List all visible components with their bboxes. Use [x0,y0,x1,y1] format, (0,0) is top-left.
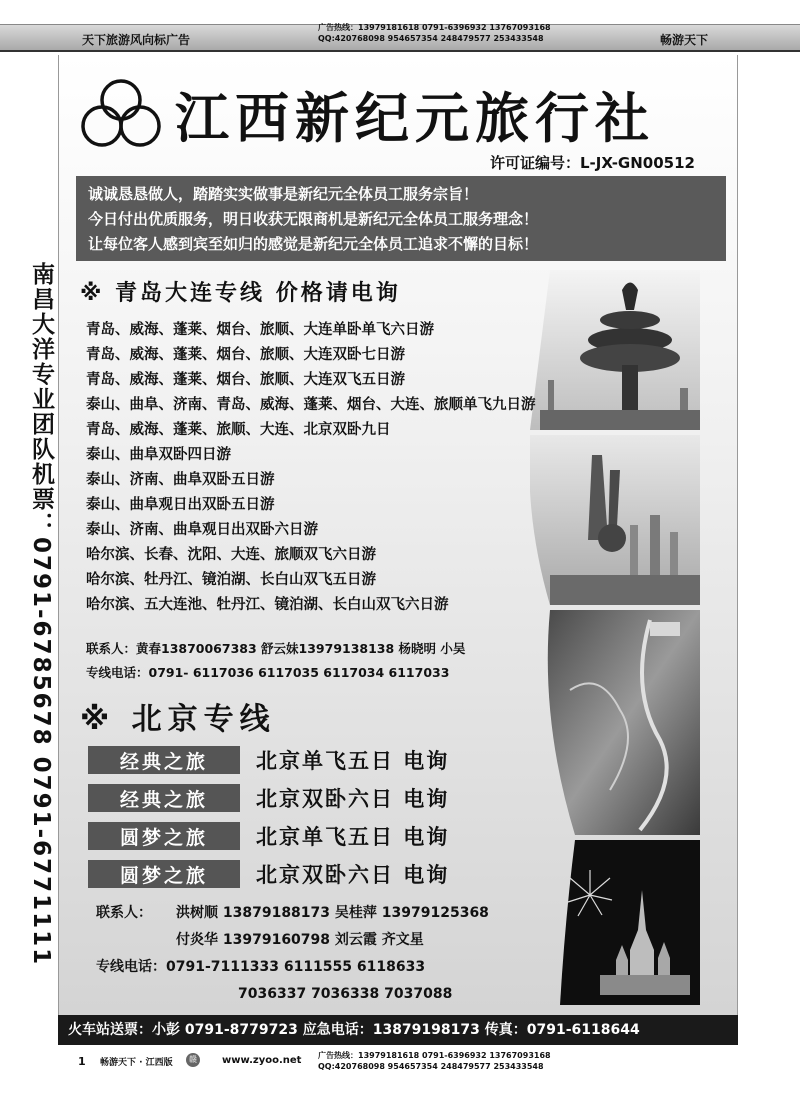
qingdao-contacts: 联系人：黄春13870067383 舒云妹13979138138 杨晓明 小吴 [86,641,466,656]
slogan-box [76,176,726,261]
qingdao-phones: 专线电话：0791- 6117036 6117035 6117034 6117033 [86,665,450,680]
route-item: 泰山、曲阜双卧四日游 [86,447,231,463]
page-footer [0,1047,800,1100]
province-badge-icon: 赣 [186,1053,200,1067]
offer-row [88,741,449,779]
header-hotline-line-1: 广告热线：13979181618 0791-6396932 13767093168 [318,23,551,32]
beijing-contacts-2: 付炎华 13979160798 刘云霞 齐文星 [176,932,424,948]
beijing-contacts-row-2 [96,927,489,954]
beijing-contacts-1: 洪树顺 13879188173 吴桂萍 13979125368 [176,905,489,921]
side-banner: 南昌大洋专业团队机票：0791-6785678 0791-6771111 [28,262,54,967]
slogan-line-3: 让每位客人感到宾至如归的感觉是新纪元全体员工追求不懈的目标！ [88,235,539,253]
footer-hotline-line-1: 广告热线：13979181618 0791-6396932 13767093168 [318,1051,551,1060]
offer-tag: 圆梦之旅 [88,822,240,850]
route-item: 泰山、济南、曲阜双卧五日游 [86,472,275,488]
header-hotline [318,22,551,44]
beijing-phones-row-2 [96,981,489,1008]
qingdao-route-list [86,318,536,618]
route-item: 青岛、威海、蓬莱、旅顺、大连、北京双卧九日 [86,422,391,438]
route-item: 青岛、威海、蓬莱、烟台、旅顺、大连单卧单飞六日游 [86,322,434,338]
offer-desc: 北京双卧六日 电询 [256,863,450,887]
route-item: 哈尔滨、五大连池、牡丹江、镜泊湖、长白山双飞六日游 [86,597,449,613]
beijing-contacts-row-1 [96,900,489,927]
offer-tag: 圆梦之旅 [88,860,240,888]
license-number: 许可证编号：L-JX-GN00512 [490,154,695,172]
spacer [96,981,238,1008]
route-item: 泰山、济南、曲阜观日出双卧六日游 [86,522,318,538]
bottom-contact-bar: 火车站送票：小彭 0791-8779723 应急电话：13879198173 传真：0791-6118644 [58,1015,738,1045]
spacer [96,927,176,954]
qingdao-contact-block [86,637,465,685]
header-hotline-line-2: QQ:420768098 954657354 248479577 253433548 [318,34,544,43]
beijing-phones-2: 7036337 7036338 7037088 [238,986,453,1002]
footer-hotline-line-2: QQ:420768098 954657354 248479577 253433548 [318,1062,544,1071]
website-link[interactable]: www.zyoo.net [222,1055,302,1066]
publication-name: 畅游天下 · 江西版 [100,1058,173,1068]
route-item: 哈尔滨、牡丹江、镜泊湖、长白山双飞五日游 [86,572,376,588]
route-item: 青岛、威海、蓬莱、烟台、旅顺、大连双飞五日游 [86,372,405,388]
beijing-contact-label: 联系人： [96,905,152,921]
header-right-text: 畅游天下 [660,33,709,47]
beijing-phones-row-1 [96,954,489,981]
travel-photo-strip [530,270,710,1005]
offer-desc: 北京单飞五日 电询 [256,749,450,773]
page-number: 1 [78,1055,86,1068]
header-left-text: 天下旅游风向标广告 [82,33,191,47]
route-item: 青岛、威海、蓬莱、烟台、旅顺、大连双卧七日游 [86,347,405,363]
agency-name: 江西新纪元旅行社 [175,86,655,150]
offer-row [88,855,449,893]
beijing-section-title: ※ 北京专线 [80,702,276,737]
beijing-phones-1: 专线电话：0791-7111333 6111555 6118633 [96,959,426,975]
route-item: 泰山、曲阜、济南、青岛、威海、蓬莱、烟台、大连、旅顺单飞九日游 [86,397,536,413]
footer-hotline [318,1050,551,1072]
slogan-line-1: 诚诚恳恳做人，踏踏实实做事是新纪元全体员工服务宗旨！ [88,185,479,203]
offer-desc: 北京单飞五日 电询 [256,825,450,849]
offer-tag: 经典之旅 [88,746,240,774]
offer-tag: 经典之旅 [88,784,240,812]
top-header [0,0,800,52]
route-item: 哈尔滨、长春、沈阳、大连、旅顺双飞六日游 [86,547,376,563]
offer-row [88,779,449,817]
offer-row [88,817,449,855]
beijing-offer-list [88,741,449,893]
offer-desc: 北京双卧六日 电询 [256,787,450,811]
qingdao-section-title: ※ 青岛大连专线 价格请电询 [80,281,401,306]
slogan-line-2: 今日付出优质服务，明日收获无限商机是新纪元全体员工服务理念！ [88,210,539,228]
beijing-contact-block [96,900,489,1008]
route-item: 泰山、曲阜观日出双卧五日游 [86,497,275,513]
three-rings-logo-icon [80,78,162,150]
